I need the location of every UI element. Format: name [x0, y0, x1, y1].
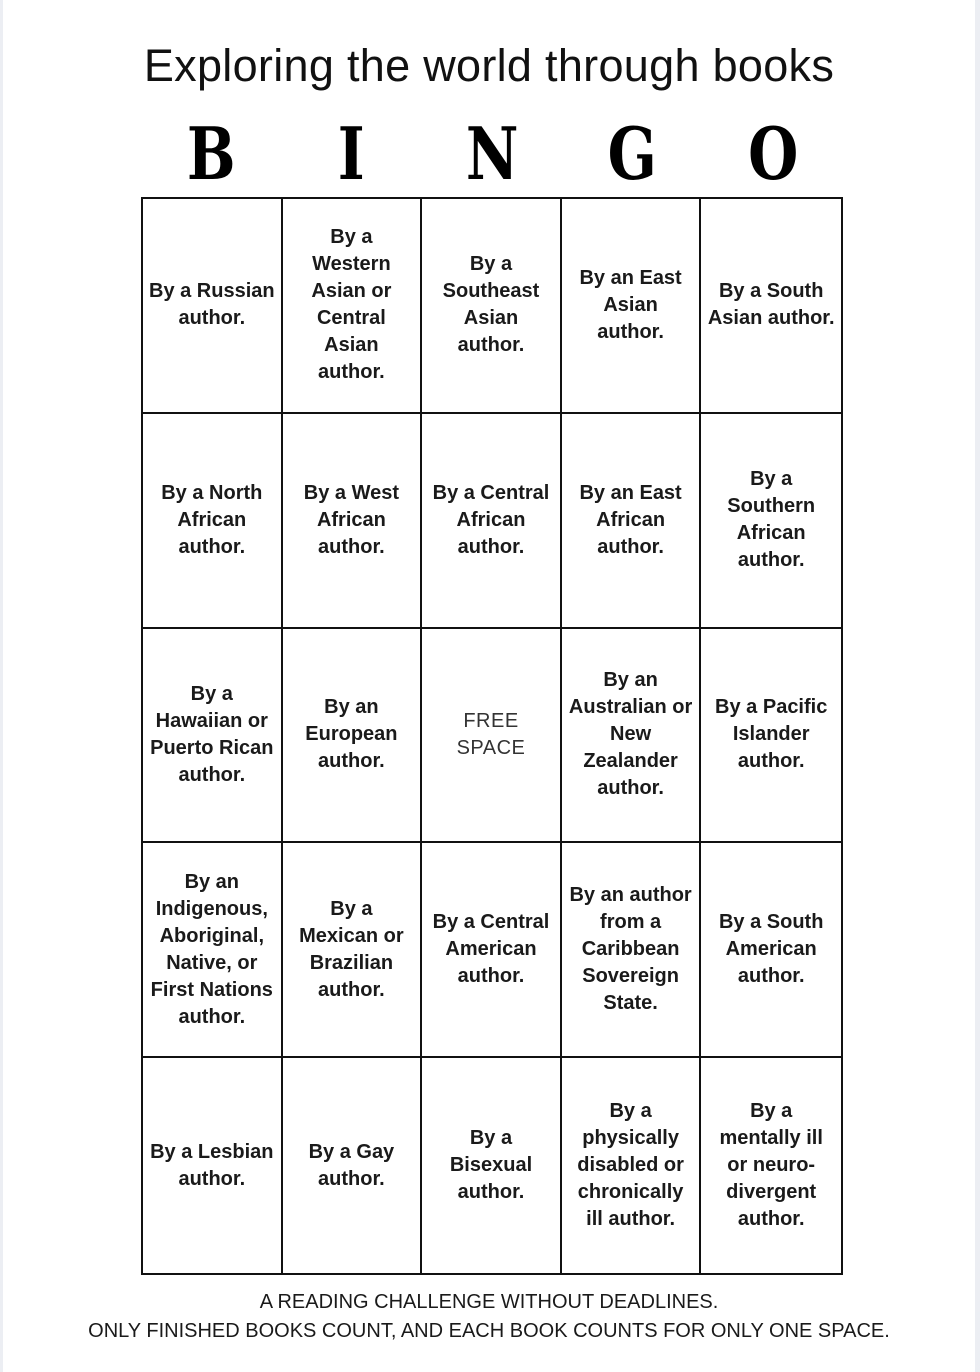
bingo-cell-r4c3[interactable]: By a Central American author.	[422, 843, 562, 1058]
bingo-cell-r3c2[interactable]: By an European author.	[283, 629, 423, 844]
bingo-cell-r1c2[interactable]: By a Western Asian or Central Asian author.	[283, 199, 423, 414]
bingo-cell-r4c1[interactable]: By an Indigenous, Aboriginal, Native, or First Nations author.	[143, 843, 283, 1058]
bingo-cell-r5c1[interactable]: By a Lesbian author.	[143, 1058, 283, 1273]
bingo-letter-b: B	[186, 111, 236, 196]
bingo-cell-r4c2[interactable]: By a Mexican or Brazilian author.	[283, 843, 423, 1058]
bingo-cell-r2c1[interactable]: By a North African author.	[143, 414, 283, 629]
footer-rules	[3, 1288, 975, 1346]
bingo-cell-r1c3[interactable]: By a Southeast Asian author.	[422, 199, 562, 414]
bingo-cell-r2c5[interactable]: By a Southern African author.	[701, 414, 841, 629]
footer-line-1: A READING CHALLENGE WITHOUT DEADLINES.	[259, 1291, 719, 1313]
bingo-cell-r2c3[interactable]: By a Central African author.	[422, 414, 562, 629]
bingo-cell-free-space[interactable]: FREE SPACE	[422, 629, 562, 844]
bingo-cell-r3c5[interactable]: By a Pacific Islander author.	[701, 629, 841, 844]
bingo-cell-r5c3[interactable]: By a Bisexual author.	[422, 1058, 562, 1273]
bingo-cell-r5c2[interactable]: By a Gay author.	[283, 1058, 423, 1273]
bingo-cell-r1c5[interactable]: By a South Asian author.	[701, 199, 841, 414]
bingo-cell-r2c4[interactable]: By an East African author.	[562, 414, 702, 629]
bingo-card-page	[3, 0, 975, 1372]
bingo-cell-r5c4[interactable]: By a physically disabled or chronically ill author.	[562, 1058, 702, 1273]
bingo-cell-r4c4[interactable]: By an author from a Caribbean Sovereign State.	[562, 843, 702, 1058]
bingo-cell-r5c5[interactable]: By a mentally ill or neuro-divergent author.	[719, 1100, 823, 1231]
bingo-cell-r3c4[interactable]: By an Australian or New Zealander author.	[562, 629, 702, 844]
bingo-letter-n: N	[465, 111, 519, 196]
bingo-cell-r3c1[interactable]: By a Hawaiian or Puerto Rican author.	[143, 629, 283, 844]
footer-line-2: ONLY FINISHED BOOKS COUNT, AND EACH BOOK COUNTS FOR ONLY ONE SPACE.	[88, 1320, 890, 1342]
page-title: Exploring the world through books	[143, 40, 835, 91]
bingo-cell-r1c4[interactable]: By an East Asian author.	[562, 199, 702, 414]
bingo-cell-r4c5[interactable]: By a South American author.	[701, 843, 841, 1058]
bingo-grid	[141, 197, 843, 1275]
bingo-letter-i: I	[338, 111, 366, 196]
bingo-cell-r1c1[interactable]: By a Russian author.	[143, 199, 283, 414]
bingo-cell-r2c2[interactable]: By a West African author.	[283, 414, 423, 629]
bingo-letter-o: O	[747, 111, 798, 196]
bingo-letter-g: G	[607, 111, 657, 196]
bingo-header	[141, 111, 843, 196]
